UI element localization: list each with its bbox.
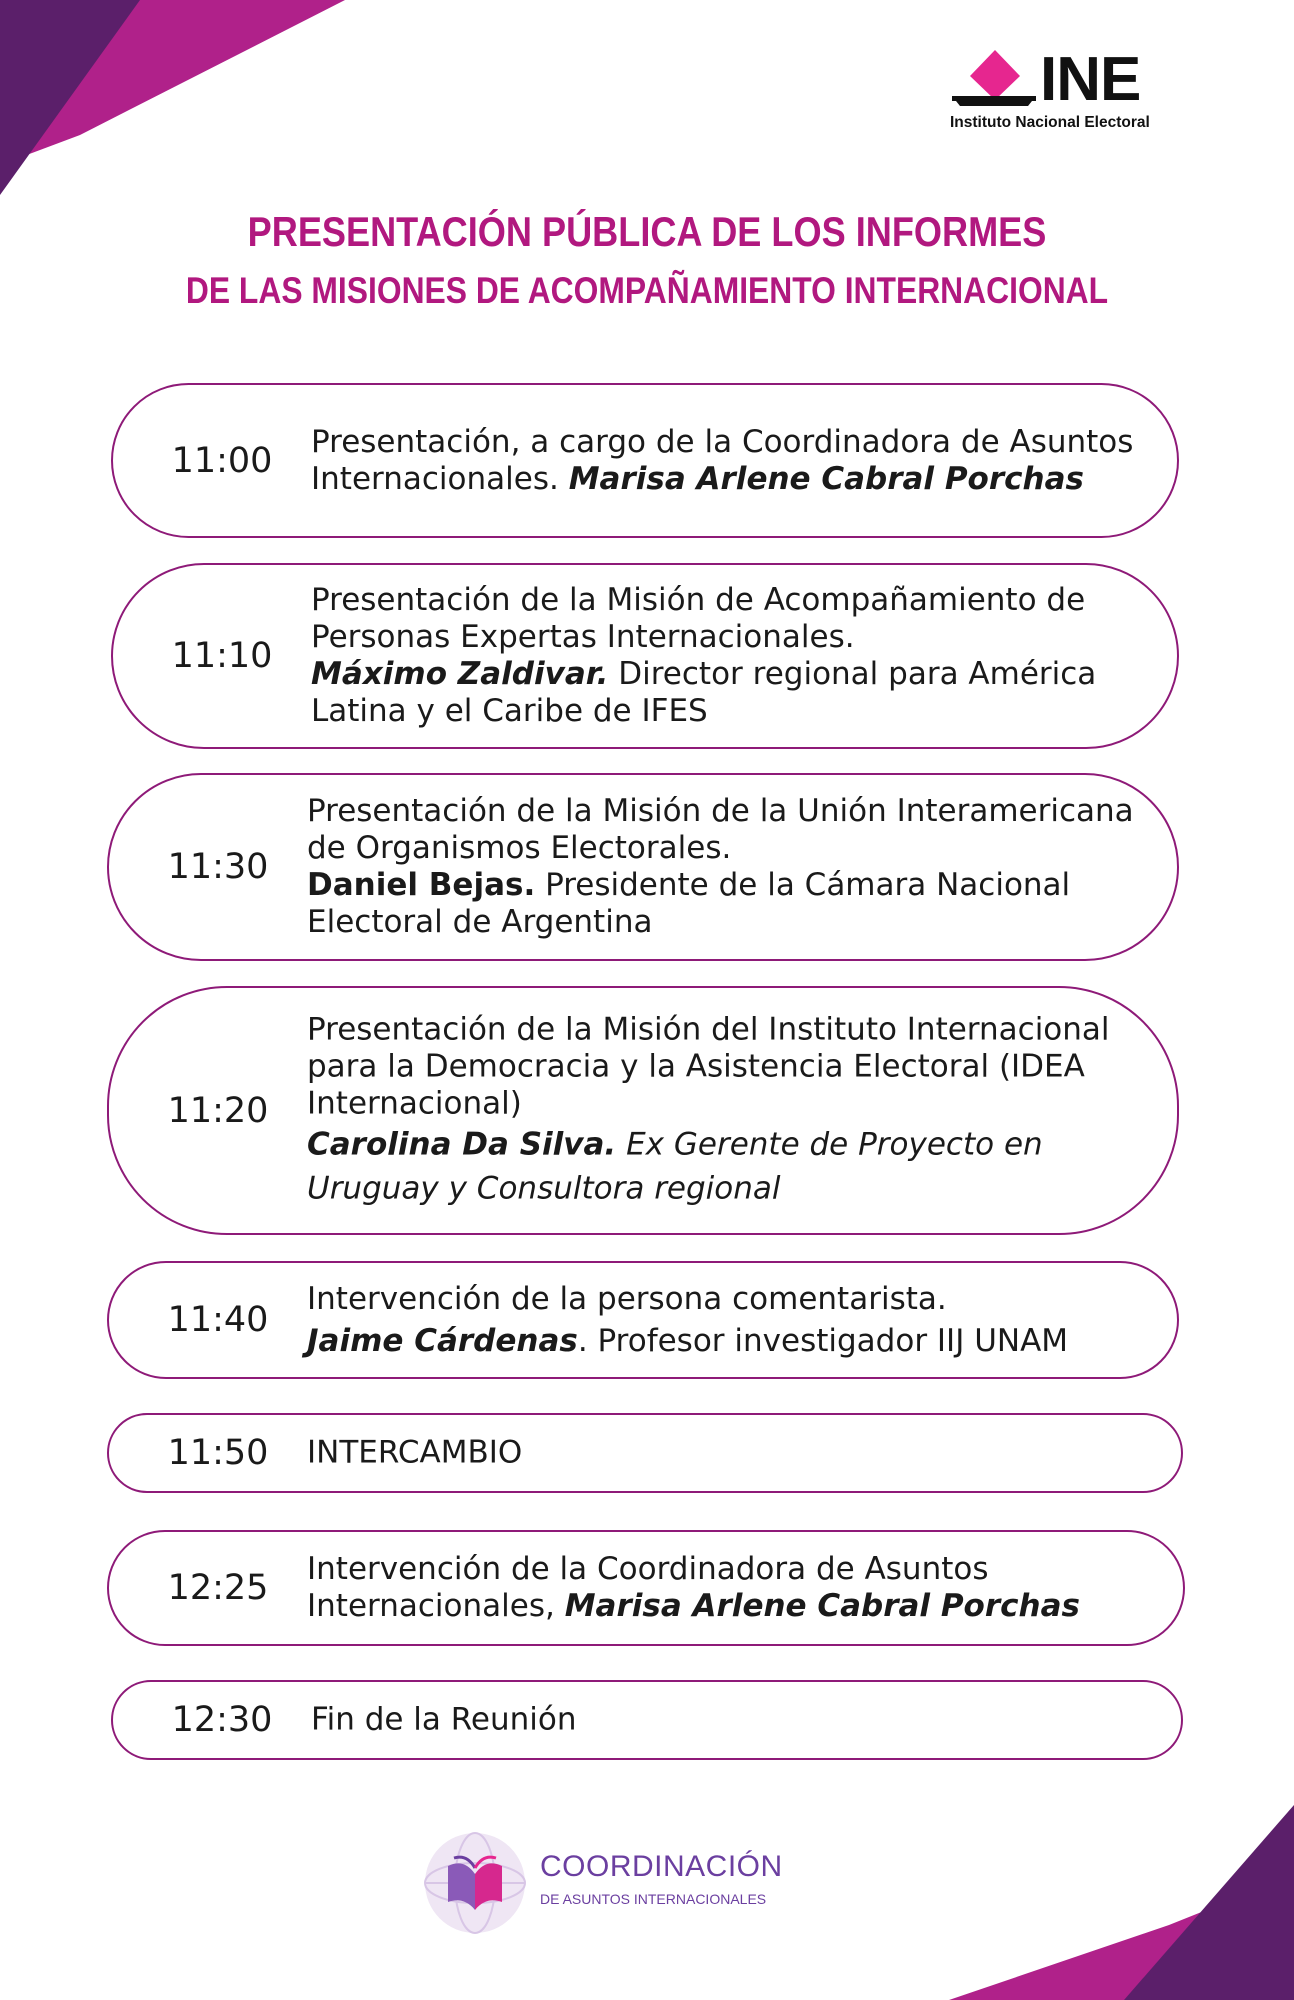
agenda-item [107,773,1179,961]
agenda-time: 11:00 [171,440,273,481]
coordinacion-logo-subtitle: DE ASUNTOS INTERNACIONALES [540,1891,767,1907]
agenda-text: Presentación de la Misión de la Unión Interamericana de Organismos Electorales. [307,793,1134,866]
ine-logo-wordmark: INE [1040,45,1141,114]
speaker-name: Máximo Zaldivar. [311,656,609,692]
agenda-description [307,1551,1145,1625]
coordinacion-logo [420,1828,783,1938]
agenda-text: Presentación de la Misión del Instituto Internacional para la Democracia y la Asistencia Electoral (IDEA Internacional) [307,1011,1110,1121]
agenda-item [107,986,1179,1235]
agenda-text: Intervención de la persona comentarista. [307,1281,947,1317]
agenda-text: Intervención de la Coordinadora de Asuntos Internacionales, [307,1551,989,1624]
agenda-time: 12:30 [171,1700,273,1740]
agenda-text: Fin de la Reunión [311,1701,577,1738]
agenda-item [107,1413,1183,1493]
agenda-item [111,383,1179,538]
agenda-time: 11:40 [167,1300,269,1340]
agenda-item [111,563,1179,749]
speaker-role: . Profesor investigador IIJ UNAM [577,1323,1069,1359]
agenda-text: Presentación, a cargo de la Coordinadora de Asuntos Internacionales. [311,423,1134,497]
ine-logo-subtitle: Instituto Nacional Electoral [950,114,1150,131]
speaker-name: Marisa Arlene Cabral Porchas [568,460,1084,497]
top-left-corner-decoration [0,0,345,195]
agenda-time: 11:30 [167,847,269,887]
page-title-line-2: DE LAS MISIONES DE ACOMPAÑAMIENTO INTERNACIONAL [185,270,1109,311]
agenda-time: 11:50 [167,1433,269,1473]
agenda-time: 11:10 [171,636,273,676]
agenda-time: 12:25 [167,1568,269,1608]
agenda-description [307,1435,1143,1472]
speaker-name: Carolina Da Silva. [307,1126,617,1162]
speaker-name: Jaime Cárdenas [307,1323,578,1359]
agenda-time: 11:20 [167,1090,269,1131]
speaker-role: Presidente de la Cámara Nacional Electoral de Argentina [307,867,1071,940]
speaker-name: Daniel Bejas. [307,867,536,903]
agenda-item [107,1261,1179,1379]
agenda-text: INTERCAMBIO [307,1434,523,1471]
agenda-description [311,1702,1143,1739]
bottom-right-corner-decoration [949,1805,1294,2000]
coordinacion-logo-title: COORDINACIÓN [540,1850,783,1883]
agenda-text: Presentación de la Misión de Acompañamiento de Personas Expertas Internacionales. [311,582,1086,655]
agenda-description [307,793,1139,941]
speaker-role: Ex Gerente de Proyecto en Uruguay y Consultora regional [307,1126,1043,1206]
ine-logo [948,45,1194,136]
agenda-item [107,1530,1185,1646]
agenda-description [311,424,1139,498]
globe-icon [420,1828,530,1938]
agenda-item [111,1680,1183,1760]
speaker-role: Director regional para América Latina y el Caribe de IFES [311,656,1097,729]
speaker-name: Marisa Arlene Cabral Porchas [564,1588,1080,1624]
ine-ballot-box-icon [948,50,1040,112]
agenda-description [307,1278,1139,1362]
agenda-description [307,1011,1139,1210]
page-title-line-1: PRESENTACIÓN PÚBLICA DE LOS INFORMES [247,208,1047,255]
agenda-description [311,582,1139,730]
